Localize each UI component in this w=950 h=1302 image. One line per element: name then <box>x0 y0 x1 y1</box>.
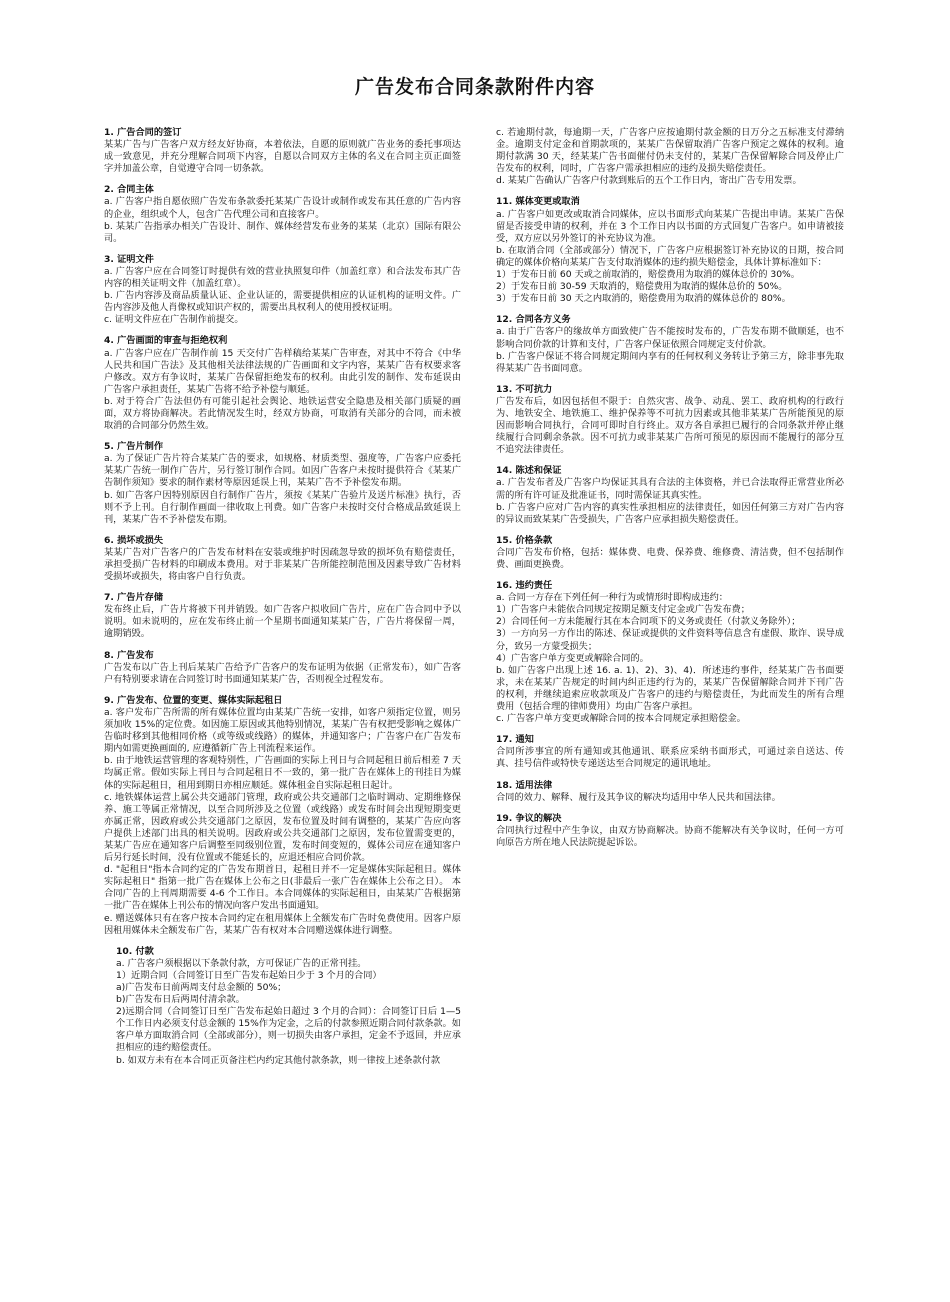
clause-paragraph: b)广告发布日后两周付清余款。 <box>116 994 245 1006</box>
clause-paragraph: 1）近期合同（合同签订日至广告发布起始日少于 3 个月的合同） <box>116 969 382 981</box>
clause-paragraph: 合同执行过程中产生争议，由双方协商解决。协商不能解决有关争议时，任何一方可向原告方所在地人民法院提起诉讼。 <box>496 824 844 848</box>
clause-heading: 1. 广告合同的签订 <box>104 127 182 138</box>
page-title: 广告发布合同条款附件内容 <box>354 76 595 98</box>
clause-heading: 2. 合同主体 <box>104 184 154 196</box>
clause-paragraph: b. 广告客户应对广告内容的真实性承担相应的法律责任，如因任何第三方对广告内容的异议而致某某广告受损失，广告客户应承担损失赔偿责任。 <box>496 501 844 525</box>
clause-section <box>104 184 461 244</box>
clause-paragraph: 发布终止后，广告片将被下刊并销毁。如广告客户拟收回广告片，应在广告合同中予以说明。如未说明的，应在发布终止前一个星期书面通知某某广告，广告片将保留一周，逾期销毁。 <box>104 604 461 640</box>
clause-section <box>496 384 844 457</box>
clause-heading: 3. 证明文件 <box>104 253 154 265</box>
clause-section <box>104 535 461 583</box>
clause-heading: 17. 通知 <box>496 734 534 746</box>
clause-paragraph: b. 如双方未有在本合同正页备注栏内约定其他付款条款，则一律按上述条款付款 <box>116 1054 441 1066</box>
clause-section <box>496 580 844 725</box>
clause-paragraph: a. 广告发布者及广告客户均保证其具有合法的主体资格，并已合法取得正常营业所必需的所有许可证及批准证书，同时需保证其真实性。 <box>496 477 844 501</box>
clause-heading: 9. 广告发布、位置的变更、媒体实际起租日 <box>104 694 283 706</box>
clause-paragraph: a. 广告客户指自愿依照广告发布条款委托某某广告设计或制作或发布其任意的广告内容的企业，组织或个人，包含广告代理公司和直接客户。 <box>104 196 461 220</box>
clause-heading: 12. 合同各方义务 <box>496 314 571 326</box>
clause-section <box>104 946 461 1067</box>
clause-paragraph: 2)远期合同（合同签订日至广告发布起始日超过 3 个月的合同）：合同签订日后 1—5 个工作日内必须支付总金额的 15%作为定金，之后的付款参照近期合同付款条款。如客户单方面取消合同（全部或部分），则一切损失由客户承担，定金不予返回，并应承担相应的违约赔偿责任。 <box>116 1006 461 1054</box>
clause-section <box>104 127 461 175</box>
clause-paragraph: 4）广告客户单方变更或解除合同的。 <box>496 652 649 664</box>
clause-section <box>496 813 844 849</box>
clause-paragraph: c. 若逾期付款，每逾期一天，广告客户应按逾期付款金额的日万分之五标准支付滞纳金。逾期支付定金和首期款项的，某某广告保留取消广告客户预定之媒体的权利。逾期付款满 30 天，经某某广告书面催付仍未支付的，某某广告保留解除合同及停止广告发布的权利，同时，广告客户需承担相应的违约及损失赔偿责任。 <box>496 127 844 175</box>
clause-paragraph: a. 客户发布广告所需的所有媒体位置均由某某广告统一安排，如客户须指定位置，则另须加收 15%的定位费。如因施工原因或其他特别情况，某某广告有权把受影响之媒体广告临时移到其他相同价格（或等级或线路）的媒体，并通知客户；广告客户在广告发布期内如需更换画面的, 应遵循新广告上刊流程来运作。 <box>104 706 461 755</box>
clause-paragraph: 2）合同任何一方未能履行其在本合同项下的义务或责任（付款义务除外）； <box>496 616 801 628</box>
clause-heading: 7. 广告片存储 <box>104 592 164 604</box>
clause-heading: 11. 媒体变更或取消 <box>496 196 580 208</box>
clause-section <box>496 127 844 187</box>
clause-heading: 4. 广告画面的审查与拒绝权利 <box>104 335 228 347</box>
clause-section <box>496 734 844 770</box>
clause-heading: 6. 损坏或损失 <box>104 534 164 546</box>
clause-section <box>496 535 844 571</box>
clause-paragraph: a. 广告客户如更改或取消合同媒体，应以书面形式向某某广告提出申请。某某广告保留是否接受申请的权利，并在 3 个工作日内以书面的方式回复广告客户。如申请被接受，双方应以另外签订的补充协议为准。 <box>496 208 844 244</box>
clause-paragraph: 3）一方向另一方作出的陈述、保证或提供的文件资料等信息含有虚假、欺诈、误导成分，致另一方蒙受损失； <box>496 628 844 652</box>
clause-paragraph: a)广告发布日前两周支付总金额的 50%； <box>116 982 287 993</box>
clause-paragraph: a. 广告客户应在广告制作前 15 天交付广告样稿给某某广告审查，对其中不符合《中华人民共和国广告法》及其他相关法律法规的广告画面和文字内容，某某广告有权要求客户修改。双方有争议时，某某广告保留拒绝发布的权利。由此引发的制作、发布延误由广告客户承担责任，某某广告将不给予补偿与顺延。 <box>104 347 461 395</box>
clause-section <box>104 592 461 640</box>
clause-section <box>496 196 844 305</box>
clause-heading: 19. 争议的解决 <box>496 812 562 824</box>
clause-section <box>104 650 461 686</box>
clause-paragraph: a. 由于广告客户的缘故单方面致使广告不能按时发布的，广告发布期不做顺延，也不影响合同价款的计算和支付，广告客户保证依照合同规定支付价款。 <box>496 326 844 350</box>
clause-heading: 14. 陈述和保证 <box>496 465 562 477</box>
left-column <box>104 127 461 1076</box>
clause-paragraph: d. "起租日"指本合同约定的广告发布期首日，起租日并不一定是媒体实际起租日。媒体实际起租日" 指第一批广告在媒体上公布之日(非最后一张广告在媒体上公布之日）。 本合同广告的上刊周期需要 4-6 个工作日。本合同媒体的实际起租日，由某某广告根据第一批广告在媒体上刊公布的情况向客户发出书面通知。 <box>104 864 461 912</box>
clause-heading: 10. 付款 <box>116 945 154 957</box>
clause-paragraph: a. 广告客户须根据以下条款付款，方可保证广告的正常刊挂。 <box>116 957 367 969</box>
clause-heading: 13. 不可抗力 <box>496 383 553 395</box>
clause-paragraph: d. 某某广告确认广告客户付款到账后的五个工作日内，寄出广告专用发票。 <box>496 175 802 187</box>
clause-section <box>104 441 461 526</box>
clause-paragraph: e. 赠送媒体只有在客户按本合同约定在租用媒体上全额发布广告时免费使用。因客户原因租用媒体未全额发布广告，某某广告有权对本合同赠送媒体进行调整。 <box>104 912 461 936</box>
clause-section <box>104 695 461 937</box>
clause-heading: 8. 广告发布 <box>104 649 154 661</box>
clause-section <box>496 465 844 525</box>
clause-paragraph: c. 证明文件应在广告制作前提交。 <box>104 314 244 326</box>
clause-heading: 15. 价格条款 <box>496 534 553 546</box>
clause-paragraph: 某某广告与广告客户双方经友好协商，本着依法，自愿的原则就广告业务的委托事项达成一致意见，并充分理解合同项下内容，自愿以合同双方主体的名义在合同主页正面签字并加盖公章，自觉遵守合同一切条款。 <box>104 139 461 175</box>
clause-paragraph: b. 由于地铁运营管理的客观特别性，广告画面的实际上刊日与合同起租日前后相差 7 天均属正常。假如实际上刊日与合同起租日不一致的，第一批广告在媒体上的刊挂日为媒体的实际起租日，租用到期日亦相应顺延。媒体租金自实际起租日起计。 <box>104 755 461 791</box>
clause-paragraph: a. 合同一方存在下列任何一种行为或情形时即构成违约： <box>496 592 728 604</box>
clause-section <box>496 780 844 804</box>
clause-paragraph: a. 广告客户应在合同签订时提供有效的营业执照复印件（加盖红章）和合法发布其广告内容的相关证明文件（加盖红章）。 <box>104 265 461 290</box>
clause-paragraph: c. 地铁媒体运营上属公共交通部门管理，政府或公共交通部门之临时调动、定期维修保养、施工等属正常情况，以至合同所涉及之位置（或线路）或发布时间会出现短期变更亦属正常，因政府或公共交通部门之原因，发布位置及时间有调整的，某某广告应向客户提供上述部门出具的相关说明。因政府或公共交通部门之原因，发布位置需变更的，某某广告应在通知客户后调整至同级别位置，发布时间变短的，媒体公司应在通知客户后另行延长时间，没有位置或不能延长的，应退还相应合同价款。 <box>104 791 461 864</box>
clause-heading: 18. 适用法律 <box>496 779 553 791</box>
clause-paragraph: 2）于发布日前 30-59 天取消的，赔偿费用为取消的媒体总价的 50%。 <box>496 281 788 293</box>
clause-paragraph: b. 某某广告指承办相关广告设计、制作、媒体经营发布业务的某某（北京）国际有限公司。 <box>104 220 461 244</box>
clause-section <box>496 314 844 374</box>
clause-paragraph: 1）广告客户未能依合同规定按期足额支付定金或广告发布费； <box>496 604 750 616</box>
clause-paragraph: b. 如广告客户因特别原因自行制作广告片，须按《某某广告验片及送片标准》执行，否则不予上刊。自行制作画面一律收取上刊费。如广告客户未按时交付合格成品致延误上刊，某某广告不予补偿发布期。 <box>104 489 461 525</box>
clause-paragraph: 合同的效力、解释、履行及其争议的解决均适用中华人民共和国法律。 <box>496 791 781 803</box>
right-column <box>496 127 844 858</box>
clause-paragraph: a. 为了保证广告片符合某某广告的要求，如规格、材质类型、强度等，广告客户应委托某某广告统一制作广告片，另行签订制作合同。如因广告客户未按时提供符合《某某广告制作须知》要求的制作素材等原因延误上刊，某某广告不予补偿发布期。 <box>104 453 461 489</box>
clause-heading: 16. 违约责任 <box>496 580 553 592</box>
clause-paragraph: 1）于发布日前 60 天或之前取消的，赔偿费用为取消的媒体总价的 30%。 <box>496 269 800 281</box>
clause-paragraph: 广告发布以广告上刊后某某广告给予广告客户的发布证明为依据（正常发布），如广告客户有特别要求请在合同签订时书面通知某某广告，否则视全过程发布。 <box>104 661 461 685</box>
clause-paragraph: c. 广告客户单方变更或解除合同的按本合同规定承担赔偿金。 <box>496 713 746 725</box>
clause-paragraph: 3）于发布日前 30 天之内取消的，赔偿费用为取消的媒体总价的 80%。 <box>496 293 791 305</box>
clause-paragraph: b. 在取消合同（全部或部分）情况下，广告客户应根据签订补充协议的日期，按合同确定的媒体价格向某某广告支付取消媒体的违约损失赔偿金，具体计算标准如下： <box>496 244 844 268</box>
clause-paragraph: b. 广告客户保证不将合同规定期间内享有的任何权利义务转让予第三方，除非事先取得某某广告书面同意。 <box>496 350 844 374</box>
clause-heading: 5. 广告片制作 <box>104 441 164 453</box>
clause-paragraph: b. 对于符合广告法但仍有可能引起社会舆论、地铁运营安全隐患及相关部门质疑的画面，双方将协商解决。若此情况发生时，经双方协商，可取消有关部分的合同，而未被取消的合同部分仍然生效。 <box>104 395 461 432</box>
clause-paragraph: 合同广告发布价格，包括：媒体费、电费、保养费、维修费、清洁费，但不包括制作费、画面更换费。 <box>496 546 844 570</box>
clause-paragraph: b. 广告内容涉及商品质量认证、企业认证的，需要提供相应的认证机构的证明文件。广告内容涉及他人肖像权或知识产权的，需要出具权利人的使用授权证明。 <box>104 290 461 314</box>
clause-section <box>104 335 461 432</box>
clause-section <box>104 254 461 327</box>
clause-paragraph: 某某广告对广告客户的广告发布材料在安装或维护时因疏忽导致的损坏负有赔偿责任，承担受损广告材料的印刷成本费用。对于非某某广告所能控制范围及因素导致广告材料受损坏或损失，将由客户自行负责。 <box>104 546 461 583</box>
clause-paragraph: b. 如广告客户出现上述 16. a. 1)、2)、3)、4)．所述违约事件，经某某广告书面要求，未在某某广告规定的时间内纠正违约行为的，某某广告保留解除合同并下刊广告的权利，并继续追索应收款项及广告客户的违约与赔偿责任，为此而发生的所有合理费用（包括合理的律师费用）均由广告客户承担。 <box>496 664 844 713</box>
clause-paragraph: 合同所涉事宜的所有通知或其他通讯、联系应采纳书面形式，可通过亲自送达、传真、挂号信件或特快专递送达至合同规定的通讯地址。 <box>496 746 844 770</box>
clause-paragraph: 广告发布后，如因包括但不限于：自然灾害、战争、动乱、罢工、政府机构的行政行为、地铁安全、地铁施工、维护保养等不可抗力因素或其他非某某广告所能预见的原因而影响合同执行，合同可即时自行终止。双方各自承担已履行的合同条款并停止继续履行合同剩余条款。因不可抗力或非某某广告所可预见的原因而不能履行的部分互不追究法律责任。 <box>496 395 844 456</box>
